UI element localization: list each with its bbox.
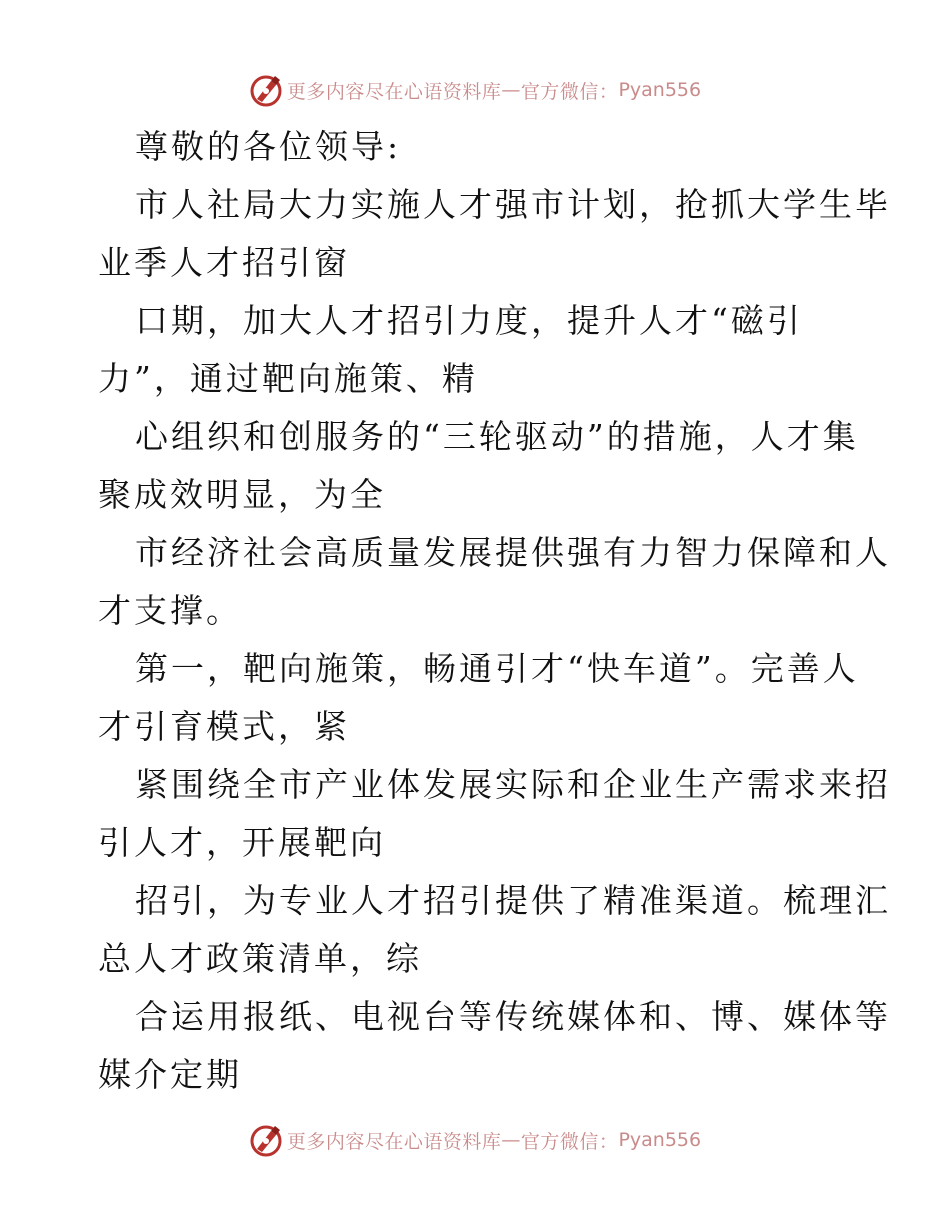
footer-separator: — <box>501 1129 521 1151</box>
paragraph-line: 招引，为专业人才招引提供了精准渠道。梳理汇 <box>135 881 891 920</box>
paragraph-line: 第一，靶向施策，畅通引才“快车道”。完善人 <box>135 649 859 688</box>
paragraph-line: 市人社局大力实施人才强市计划，抢抓大学生毕 <box>135 185 891 224</box>
paragraph-line: 心组织和创服务的“三轮驱动”的措施，人才集 <box>135 417 859 456</box>
paragraph-line: 才支撑。 <box>98 591 242 630</box>
paragraph-line: 市经济社会高质量发展提供强有力智力保障和人 <box>135 533 891 572</box>
header-wechat-id: Pyan556 <box>618 79 702 101</box>
paragraph-line: 紧围绕全市产业体发展实际和企业生产需求来招 <box>135 765 891 804</box>
paragraph-line: 口期，加大人才招引力度，提升人才“磁引 <box>135 301 803 340</box>
paragraph-line: 媒介定期 <box>98 1055 242 1094</box>
footer-watermark <box>0 1120 950 1160</box>
header-separator: — <box>501 79 521 101</box>
salutation-line: 尊敬的各位领导: <box>135 127 402 166</box>
paragraph-line: 总人才政策清单，综 <box>98 939 422 978</box>
footer-wechat-id: Pyan556 <box>618 1129 702 1151</box>
header-watermark <box>0 70 950 110</box>
paragraph-line: 引人才，开展靶向 <box>98 823 386 862</box>
header-site-text: 更多内容尽在心语资料库 <box>286 80 502 103</box>
paragraph-line: 聚成效明显，为全 <box>98 475 386 514</box>
paragraph-line: 力”，通过靶向施策、精 <box>98 359 478 398</box>
paragraph-line: 才引育模式，紧 <box>98 707 350 746</box>
paragraph-line: 合运用报纸、电视台等传统媒体和、博、媒体等 <box>135 997 891 1036</box>
pen-logo-icon <box>249 73 283 107</box>
paragraph-line: 业季人才招引窗 <box>98 243 350 282</box>
document-body <box>98 118 891 1104</box>
pen-logo-icon <box>249 1123 283 1157</box>
header-wechat-label: 官方微信： <box>520 80 619 103</box>
footer-site-text: 更多内容尽在心语资料库 <box>286 1130 502 1153</box>
footer-wechat-label: 官方微信： <box>520 1130 619 1153</box>
